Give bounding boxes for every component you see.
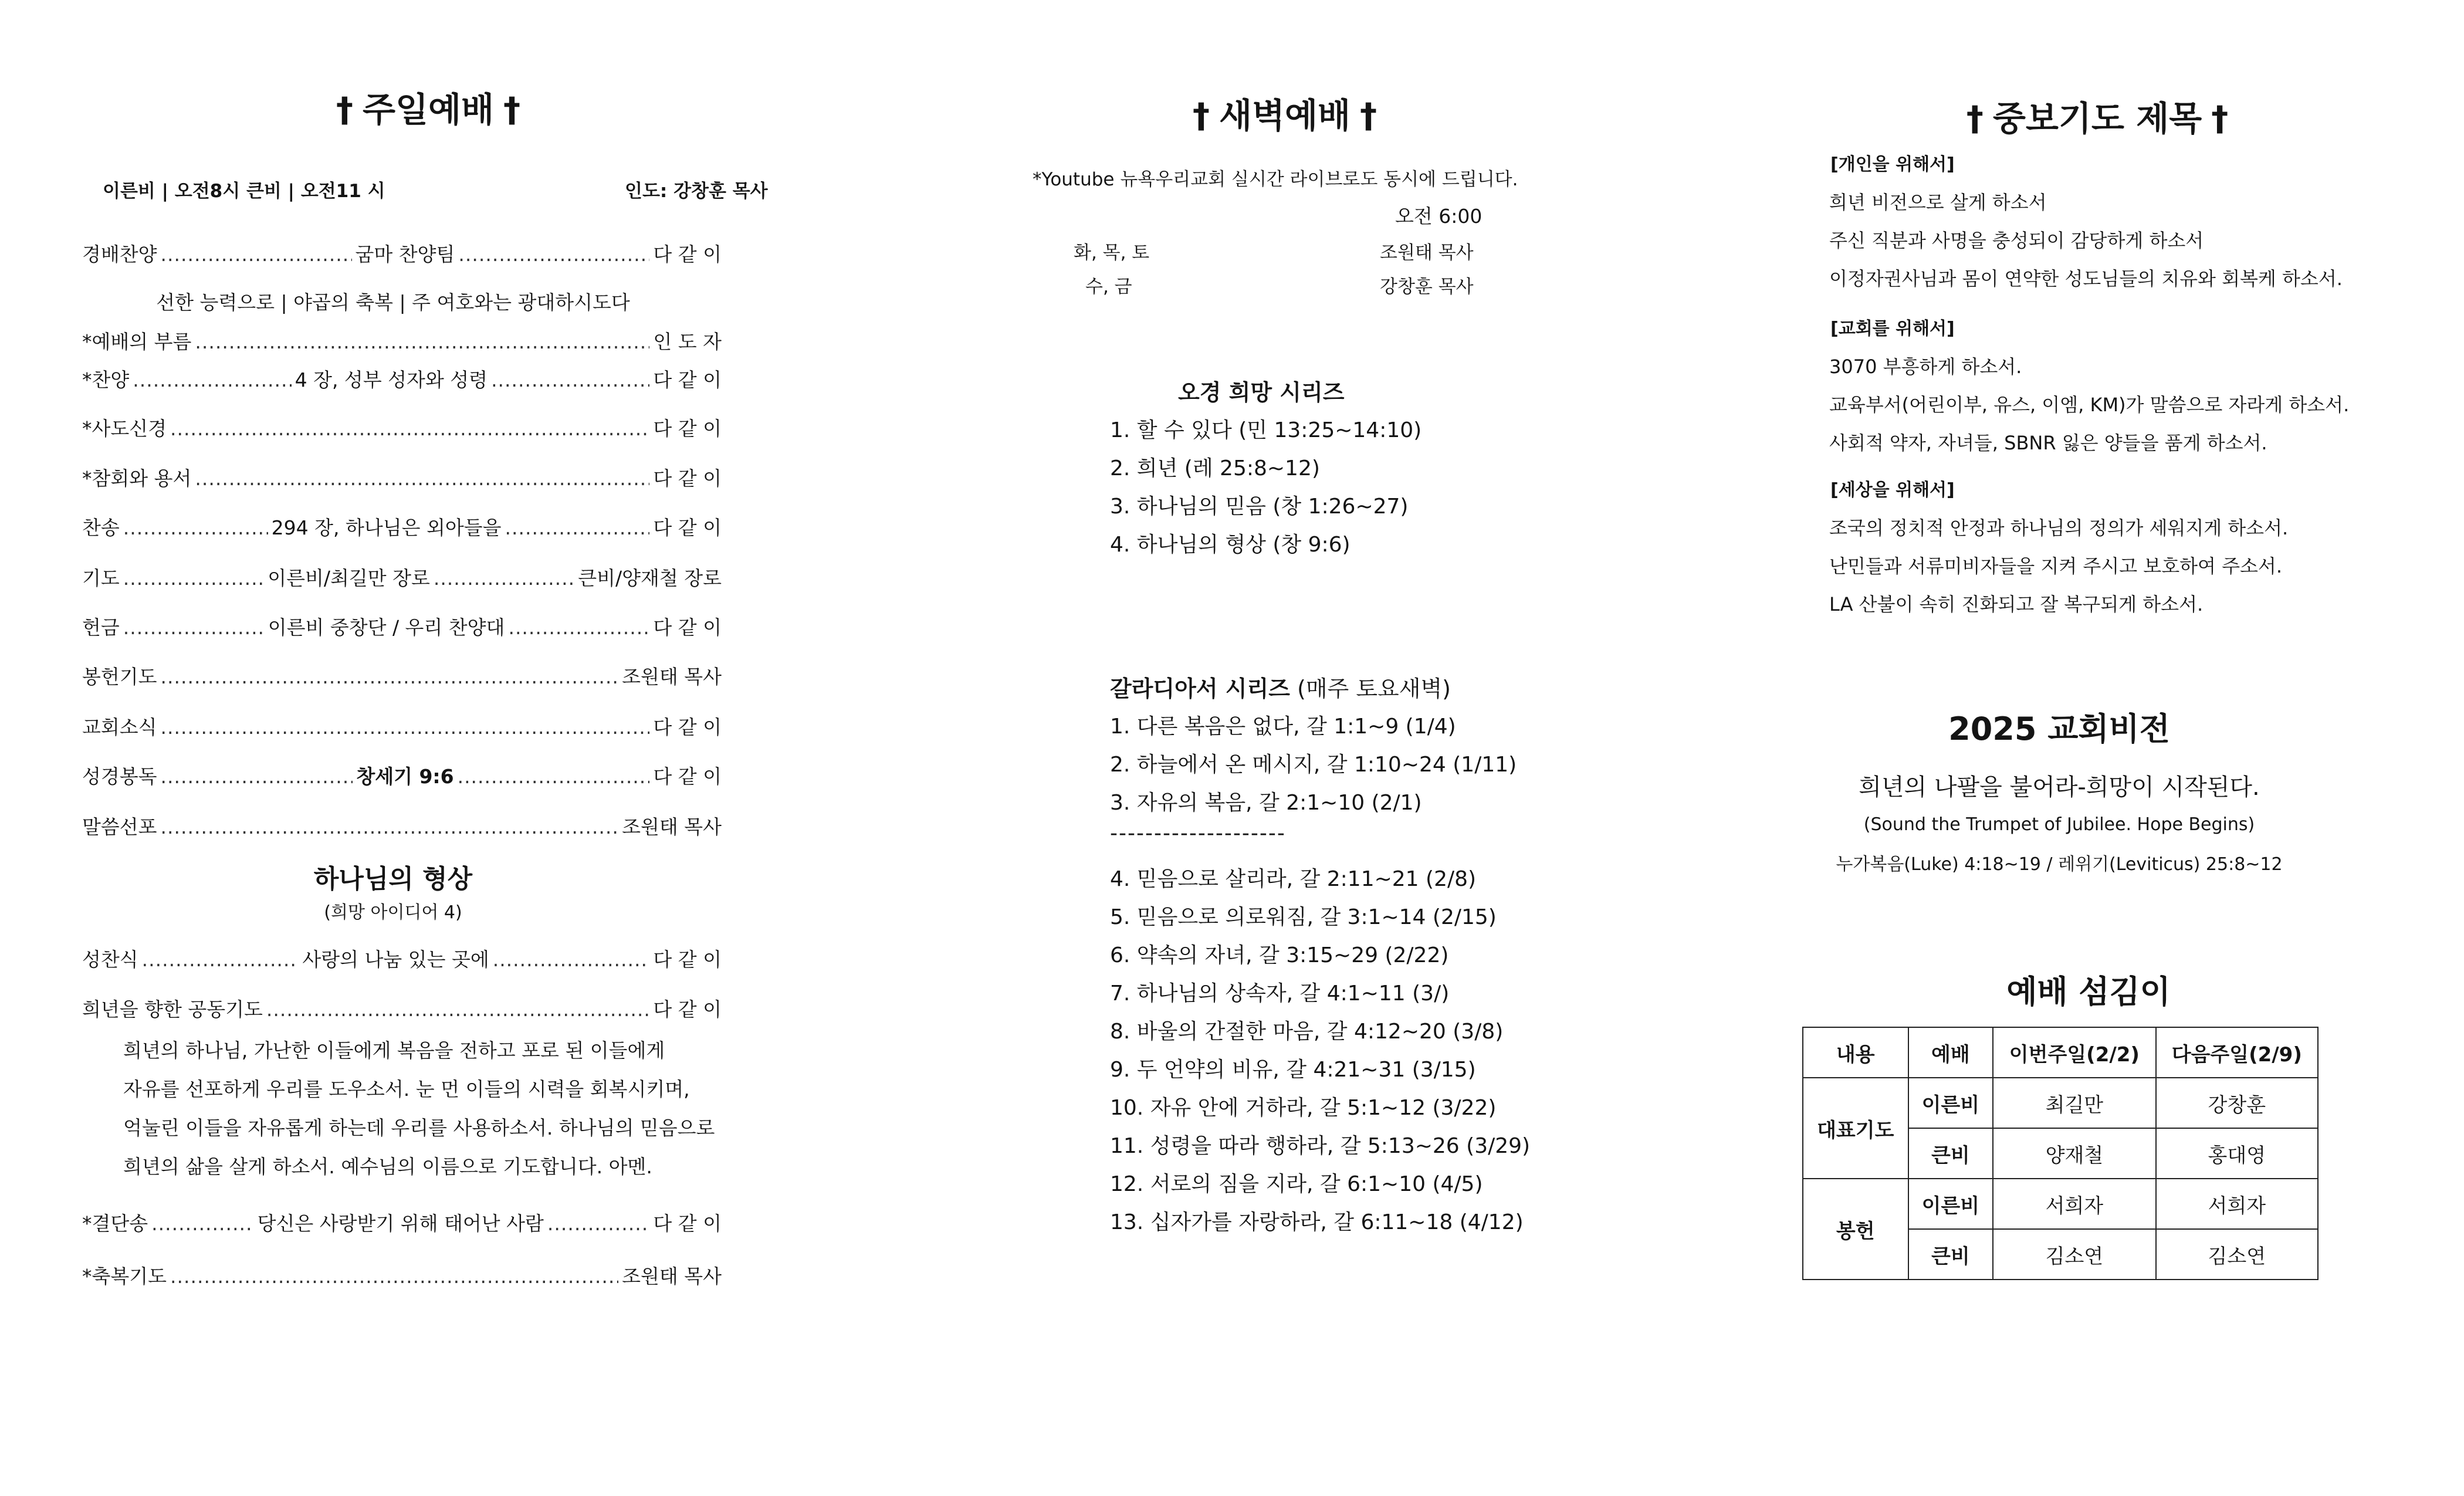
order-item: *결단송 [82, 1212, 148, 1235]
leader-dots [195, 467, 649, 490]
leader-dots [170, 417, 649, 440]
pentateuch-series-title: 오경 희망 시리즈 [1178, 380, 1345, 405]
list-item: 4. 하나님의 형상 (창 9:6) [1110, 533, 1351, 557]
order-leader: 다 같 이 [653, 765, 722, 788]
table-header: 예배 [1908, 1027, 1993, 1078]
leader-dots [161, 665, 619, 688]
table-cell: 최길만 [1993, 1078, 2155, 1128]
leader-dots [123, 516, 268, 539]
order-leader: 큰비/양재철 장로 [578, 567, 722, 590]
order-item: 헌금 [82, 616, 120, 639]
prayer-item: 3070 부흥하게 하소서. [1829, 356, 2022, 378]
order-row [82, 563, 722, 591]
sunday-worship-column [70, 0, 774, 1496]
schedule-days-2: 수, 금 [1085, 276, 1132, 297]
order-detail: 이른비/최길만 장로 [268, 567, 430, 590]
schedule-who-1: 조원태 목사 [1380, 242, 1474, 263]
order-leader: 다 같 이 [653, 616, 722, 639]
servers-table [1802, 1027, 2319, 1280]
order-leader: 다 같 이 [653, 467, 722, 490]
list-item: 11. 성령을 따라 행하라, 갈 5:13~26 (3/29) [1110, 1134, 1531, 1158]
order-row [82, 945, 722, 972]
order-leader: 조원태 목사 [622, 1265, 722, 1288]
prayer-line: 자유를 선포하게 우리를 도우소서. 눈 먼 이들의 시력을 회복시키며, [123, 1078, 690, 1101]
cross-icon: † [2211, 99, 2229, 138]
table-cell: 김소연 [1993, 1229, 2155, 1280]
order-detail: 창세기 9:6 [356, 765, 454, 788]
order-leader: 다 같 이 [653, 1212, 722, 1235]
leader-dots [266, 998, 649, 1021]
order-leader: 인 도 자 [653, 330, 722, 353]
list-item: 4. 믿음으로 살리라, 갈 2:11~21 (2/8) [1110, 867, 1477, 891]
service-times: 이른비 | 오전8시 큰비 | 오전11 시 [103, 181, 385, 202]
order-row [82, 513, 722, 540]
vision-reference: 누가복음(Luke) 4:18~19 / 레위기(Leviticus) 25:8~12 [1836, 854, 2283, 875]
table-header: 이번주일(2/2) [1993, 1027, 2155, 1078]
leader-dots [491, 368, 649, 391]
order-row [82, 994, 722, 1022]
order-detail: 4 장, 성부 성자와 성령 [295, 368, 488, 391]
order-leader: 다 같 이 [653, 948, 722, 971]
list-item: 10. 자유 안에 거하라, 갈 5:1~12 (3/22) [1110, 1096, 1497, 1120]
order-row [82, 463, 722, 491]
sunday-worship-title: † 주일예배 † [336, 90, 521, 130]
leader-dots [195, 330, 649, 353]
youtube-note: *Youtube 뉴욕우리교회 실시간 라이브로도 동시에 드립니다. [1033, 169, 1518, 190]
order-row [82, 712, 722, 740]
prayer-line: 억눌린 이들을 자유롭게 하는데 우리를 사용하소서. 하나님의 믿음으로 [123, 1116, 715, 1139]
order-item: 봉헌기도 [82, 665, 157, 688]
order-row [82, 662, 722, 689]
prayer-item: 주신 직분과 사명을 충성되이 감당하게 하소서 [1829, 229, 2204, 252]
order-leader: 다 같 이 [653, 716, 722, 739]
dawn-time: 오전 6:00 [1395, 205, 1483, 228]
galatians-series-title: 갈라디아서 시리즈 [1110, 676, 1290, 702]
cross-icon: † [1192, 96, 1210, 136]
list-item: 1. 다른 복음은 없다, 갈 1:1~9 (1/4) [1110, 715, 1456, 739]
jubilee-prayer [123, 1031, 715, 1186]
order-row [82, 365, 722, 392]
prayer-item: 사회적 약자, 자녀들, SBNR 잃은 양들을 품게 하소서. [1829, 432, 2267, 454]
table-row [1803, 1179, 2318, 1229]
order-detail: 굼마 찬양팀 [355, 243, 455, 266]
prayer-item: LA 산불이 속히 진화되고 잘 복구되게 하소서. [1829, 593, 2204, 615]
list-item: 13. 십자가를 자랑하라, 갈 6:11~18 (4/12) [1110, 1210, 1524, 1234]
table-header: 다음주일(2/9) [2156, 1027, 2318, 1078]
order-item: 말씀선포 [82, 815, 157, 838]
order-leader: 다 같 이 [653, 417, 722, 440]
table-cell: 양재철 [1993, 1128, 2155, 1179]
dawn-worship-title: † 새벽예배 † [1192, 96, 1377, 136]
order-item: *찬양 [82, 368, 130, 391]
leader-dots [493, 948, 650, 971]
order-leader: 조원태 목사 [622, 815, 722, 838]
prayer-item: 희년 비전으로 살게 하소서 [1829, 191, 2047, 214]
leader-dots [123, 616, 265, 639]
order-item: 찬송 [82, 516, 120, 539]
schedule-days-1: 화, 목, 토 [1074, 242, 1150, 263]
leader-dots [547, 1212, 649, 1235]
sermon-subtitle: (희망 아이디어 4) [324, 902, 462, 923]
order-leader: 다 같 이 [653, 368, 722, 391]
leader-dots [133, 368, 291, 391]
vision-english: (Sound the Trumpet of Jubilee. Hope Begins) [1863, 814, 2255, 835]
prayer-line: 희년의 삶을 살게 하소서. 예수님의 이름으로 기도합니다. 아멘. [123, 1155, 652, 1178]
list-item: 12. 서로의 짐을 지라, 갈 6:1~10 (4/5) [1110, 1172, 1483, 1196]
leader-dots [123, 567, 264, 590]
leader-dots [458, 765, 650, 788]
order-row [82, 812, 722, 840]
order-row [82, 327, 722, 354]
sermon-title: 하나님의 형상 [313, 864, 473, 894]
cross-icon: † [1966, 99, 1984, 138]
list-item: 8. 바울의 간절한 마음, 갈 4:12~20 (3/8) [1110, 1020, 1504, 1044]
order-item: 경배찬양 [82, 243, 157, 266]
table-header-row [1803, 1027, 2318, 1078]
table-row [1803, 1078, 2318, 1128]
leader-dots [142, 948, 299, 971]
prayer-item: 난민들과 서류미비자들을 지켜 주시고 보호하여 주소서. [1829, 555, 2283, 577]
order-item: 기도 [82, 567, 120, 590]
order-detail: 당신은 사랑받기 위해 태어난 사람 [257, 1212, 544, 1235]
section-heading: [세상을 위해서] [1830, 480, 1955, 500]
galatians-series-heading [1110, 671, 1451, 703]
table-cell: 홍대영 [2156, 1128, 2318, 1179]
table-cell: 이른비 [1908, 1179, 1993, 1229]
table-cell: 서희자 [2156, 1179, 2318, 1229]
table-cell: 큰비 [1908, 1128, 1993, 1179]
order-row [82, 761, 722, 789]
leader-dots [151, 1212, 253, 1235]
prayer-item: 이정자권사님과 몸이 연약한 성도님들의 치유와 회복케 하소서. [1829, 268, 2343, 290]
servers-title: 예배 섬김이 [2006, 973, 2171, 1010]
prayer-item: 조국의 정치적 안정과 하나님의 정의가 세워지게 하소서. [1829, 517, 2289, 539]
prayer-requests-title: † 중보기도 제목 † [1966, 99, 2229, 138]
leader-dots [161, 815, 619, 838]
leader-dots [505, 516, 650, 539]
table-cell: 큰비 [1908, 1229, 1993, 1280]
schedule-who-2: 강창훈 목사 [1380, 276, 1474, 297]
vision-main: 희년의 나팔을 불어라-희망이 시작된다. [1859, 774, 2260, 801]
leader-dots [508, 616, 649, 639]
list-item: 7. 하나님의 상속자, 갈 4:1~11 (3/) [1110, 981, 1450, 1006]
prayer-item: 교육부서(어린이부, 유스, 이엠, KM)가 말씀으로 자라게 하소서. [1829, 394, 2350, 416]
list-item: 2. 희년 (레 25:8~12) [1110, 456, 1320, 480]
table-cell: 이른비 [1908, 1078, 1993, 1128]
leader-dots [161, 716, 650, 739]
table-header: 내용 [1803, 1027, 1908, 1078]
order-detail: 이른비 중창단 / 우리 찬양대 [268, 616, 505, 639]
section-heading: [개인을 위해서] [1830, 154, 1955, 175]
order-item: 희년을 향한 공동기도 [82, 998, 263, 1021]
list-item: 3. 하나님의 믿음 (창 1:26~27) [1110, 495, 1409, 519]
prayer-line: 희년의 하나님, 가난한 이들에게 복음을 전하고 포로 된 이들에게 [123, 1039, 665, 1062]
group-label: 대표기도 [1803, 1078, 1908, 1179]
group-label: 봉헌 [1803, 1179, 1908, 1280]
leader-dots [170, 1265, 618, 1288]
order-leader: 조원태 목사 [622, 665, 722, 688]
list-item: 9. 두 언약의 비유, 갈 4:21~31 (3/15) [1110, 1058, 1476, 1082]
list-item: 6. 약속의 자녀, 갈 3:15~29 (2/22) [1110, 943, 1449, 967]
divider: -------------------- [1110, 821, 1286, 845]
order-item: 교회소식 [82, 716, 157, 739]
order-item: 성경봉독 [82, 765, 157, 788]
worship-theme: 선한 능력으로 | 야곱의 축복 | 주 여호와는 광대하시도다 [156, 291, 630, 314]
dawn-worship-column [1021, 0, 1549, 1496]
galatians-series-note: (매주 토요새벽) [1297, 676, 1451, 702]
order-row [82, 612, 722, 640]
cross-icon: † [336, 90, 353, 130]
order-row [82, 239, 722, 267]
list-item: 2. 하늘에서 온 메시지, 갈 1:10~24 (1/11) [1110, 753, 1517, 777]
order-leader: 다 같 이 [653, 243, 722, 266]
section-heading: [교회를 위해서] [1830, 319, 1955, 339]
leader-dots [161, 243, 352, 266]
leader: 인도: 강창훈 목사 [625, 181, 768, 202]
order-row [82, 1209, 722, 1236]
list-item: 3. 자유의 복음, 갈 2:1~10 (2/1) [1110, 791, 1422, 815]
leader-dots [161, 765, 353, 788]
table-cell: 서희자 [1993, 1179, 2155, 1229]
vision-title: 2025 교회비전 [1948, 710, 2170, 747]
leader-dots [434, 567, 574, 590]
prayer-requests-column [1789, 0, 2405, 1496]
order-detail: 294 장, 하나님은 외아들을 [271, 516, 502, 539]
order-row [82, 414, 722, 441]
table-cell: 김소연 [2156, 1229, 2318, 1280]
order-item: *참회와 용서 [82, 467, 192, 490]
cross-icon: † [1360, 96, 1377, 136]
order-item: 성찬식 [82, 948, 138, 971]
table-cell: 강창훈 [2156, 1078, 2318, 1128]
cross-icon: † [503, 90, 521, 130]
order-item: *예배의 부름 [82, 330, 192, 353]
order-leader: 다 같 이 [653, 998, 722, 1021]
list-item: 5. 믿음으로 의로워짐, 갈 3:1~14 (2/15) [1110, 905, 1497, 929]
order-leader: 다 같 이 [653, 516, 722, 539]
order-row [82, 1261, 722, 1289]
list-item: 1. 할 수 있다 (민 13:25~14:10) [1110, 418, 1422, 442]
order-item: *축복기도 [82, 1265, 167, 1288]
leader-dots [458, 243, 649, 266]
order-detail: 사랑의 나눔 있는 곳에 [302, 948, 489, 971]
order-item: *사도신경 [82, 417, 167, 440]
